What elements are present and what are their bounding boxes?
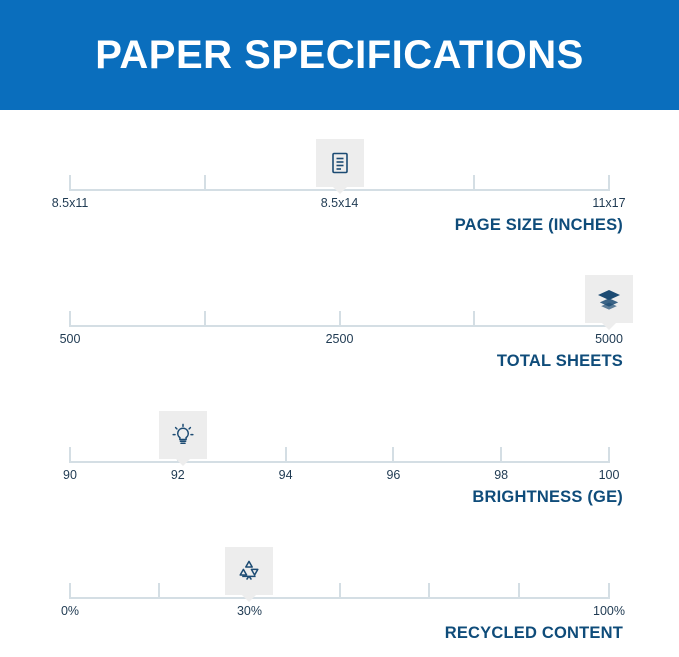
scale-total-sheets <box>0 246 679 382</box>
stacked-sheets-icon <box>596 287 622 311</box>
axis-tick-label: 100 <box>598 468 620 482</box>
axis-tick <box>473 175 475 191</box>
axis-tick <box>69 175 71 191</box>
axis-tick <box>69 311 71 327</box>
axis-tick-label: 500 <box>59 332 81 346</box>
scale-track <box>51 170 626 210</box>
marker-pointer <box>333 187 347 194</box>
axis-tick-label: 11x17 <box>592 196 626 210</box>
page-title: PAPER SPECIFICATIONS <box>95 33 584 77</box>
scale-caption-recycled-content: RECYCLED CONTENT <box>444 624 623 642</box>
axis-tick-label: 92 <box>170 468 185 482</box>
value-marker-recycled-content[interactable] <box>225 547 273 595</box>
axis-tick <box>608 175 610 191</box>
axis-tick-label: 5000 <box>595 332 623 346</box>
value-marker-page-size[interactable] <box>316 139 364 187</box>
marker-pointer <box>602 323 616 330</box>
scale-caption-total-sheets: TOTAL SHEETS <box>496 352 623 370</box>
axis-tick <box>204 311 206 327</box>
axis-tick <box>69 447 71 463</box>
axis-tick <box>285 447 287 463</box>
value-marker-total-sheets[interactable] <box>585 275 633 323</box>
scale-caption-brightness: BRIGHTNESS (GE) <box>472 488 623 506</box>
axis-tick-label: 100% <box>593 604 625 618</box>
axis-tick-label: 0% <box>60 604 80 618</box>
axis-line <box>70 461 609 463</box>
axis-tick-label: 94 <box>278 468 293 482</box>
scale-track <box>59 306 623 346</box>
axis-tick <box>339 583 341 599</box>
axis-tick-label: 2500 <box>325 332 354 346</box>
axis-tick <box>158 583 160 599</box>
recycle-icon <box>236 558 262 584</box>
axis-tick <box>518 583 520 599</box>
scale-track <box>60 578 625 618</box>
page-header <box>0 0 679 110</box>
axis-tick <box>69 583 71 599</box>
scale-track <box>63 442 620 482</box>
axis-tick-label: 30% <box>236 604 262 618</box>
axis-tick <box>608 583 610 599</box>
specifications-scales <box>0 110 679 654</box>
axis-tick <box>392 447 394 463</box>
document-icon <box>328 151 352 175</box>
marker-pointer <box>176 459 190 466</box>
axis-tick <box>428 583 430 599</box>
value-marker-brightness[interactable] <box>159 411 207 459</box>
axis-tick-label: 8.5x14 <box>320 196 359 210</box>
axis-tick-label: 8.5x11 <box>51 196 89 210</box>
scale-recycled-content <box>0 518 679 654</box>
axis-tick <box>339 311 341 327</box>
scale-caption-page-size: PAGE SIZE (INCHES) <box>454 216 623 234</box>
scale-brightness <box>0 382 679 518</box>
lightbulb-icon <box>170 422 196 448</box>
axis-tick <box>608 447 610 463</box>
marker-pointer <box>242 595 256 602</box>
axis-tick-label: 96 <box>386 468 401 482</box>
axis-tick <box>473 311 475 327</box>
axis-tick <box>500 447 502 463</box>
scale-page-size <box>0 110 679 246</box>
axis-tick <box>204 175 206 191</box>
axis-tick-label: 98 <box>494 468 509 482</box>
axis-tick-label: 90 <box>63 468 77 482</box>
